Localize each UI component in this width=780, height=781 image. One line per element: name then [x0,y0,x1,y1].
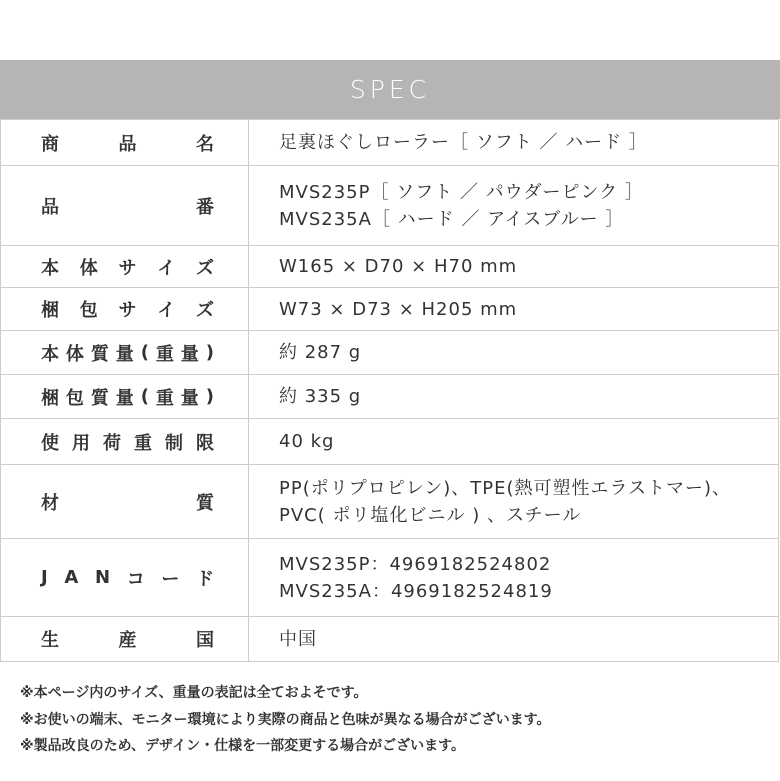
label-char: 産 [118,630,137,651]
table-row [1,419,779,465]
row-value-material [249,465,779,539]
label-char: 制 [165,432,183,454]
row-value-body-weight [249,331,779,375]
label-char: 生 [41,630,59,651]
label-char: N [94,567,111,588]
table-row [1,617,779,662]
label-char: コ [126,568,145,590]
value-line: MVS235P：4969182524802 [279,553,552,575]
label-char: 商 [41,133,59,155]
label-char: 材 [41,492,59,514]
value-line: W73 × D73 × H205 mm [279,298,518,320]
label-char: サ [118,300,137,321]
row-label-product-name [1,120,249,166]
note-line: ※製品改良のため、デザイン・仕様を一部変更する場合がございます。 [20,738,465,754]
note-line: ※本ページ内のサイズ、重量の表記は全ておよそです。 [20,685,368,701]
label-char: ー [161,568,180,590]
label-char: 名 [196,133,214,155]
label-char: A [64,567,79,588]
label-char: 包 [79,300,98,321]
label-char: ( [140,342,149,363]
note-line: ※お使いの端末、モニター環境により実際の商品と色味が異なる場合がございます。 [20,711,551,728]
spec-table [0,119,779,662]
row-label-package-size [1,288,249,331]
row-label-model-number [1,166,249,246]
table-row [1,288,779,331]
label-char: ) [205,386,214,407]
label-char: 体 [65,343,84,365]
label-char: サ [118,257,137,279]
row-label-material [1,465,249,539]
label-char: 品 [118,133,137,155]
label-char: J [41,567,48,588]
row-label-jan-code [1,539,249,617]
table-row [1,246,779,288]
row-label-package-weight [1,375,249,419]
value-line: 中国 [279,628,317,650]
table-row [1,331,779,375]
value-line: PVC( ポリ塩化ビニル ) 、スチール [279,504,582,526]
value-line: 約 287 g [279,342,362,363]
label-char: 梱 [41,300,59,321]
label-char: ( [140,386,149,407]
spec-title: SPEC [349,75,431,104]
label-char: 品 [41,196,59,218]
table-row [1,120,779,166]
value-line: 足裏ほぐしローラー［ ソフト ／ ハード ］ [279,132,648,153]
row-label-body-weight [1,331,249,375]
notes [20,680,551,760]
row-value-jan-code [249,539,779,617]
label-char: 重 [134,432,152,454]
label-char: 量 [115,387,134,409]
row-label-country-of-origin [1,617,249,662]
label-char: 重 [155,343,174,365]
table-row [1,166,779,246]
value-line: 約 335 g [279,386,362,407]
label-char: 量 [115,343,134,365]
row-value-country-of-origin [249,617,779,662]
label-char: イ [157,257,176,279]
label-char: ) [205,342,214,363]
value-line: PP(ポリプロピレン)、TPE(熱可塑性エラストマー)、 [279,477,732,499]
label-char: 梱 [41,387,59,409]
label-char: 限 [196,432,214,454]
label-char: 本 [41,343,59,365]
value-line: 40 kg [279,431,335,452]
label-char: 国 [196,630,214,651]
label-char: 使 [41,432,59,454]
table-row [1,465,779,539]
label-char: 荷 [103,432,121,454]
value-line: MVS235A：4969182524819 [279,580,553,602]
label-char: 体 [79,257,98,279]
row-value-load-limit [249,419,779,465]
row-label-load-limit [1,419,249,465]
value-line: W165 × D70 × H70 mm [279,256,518,277]
label-char: ズ [196,257,214,279]
label-char: 量 [180,343,199,365]
value-line: MVS235A［ ハード ／ アイスブルー ］ [279,208,625,230]
label-char: 用 [72,432,90,454]
row-label-body-size [1,246,249,288]
label-char: 量 [180,387,199,409]
row-value-model-number [249,166,779,246]
row-value-package-size [249,288,779,331]
table-row [1,375,779,419]
label-char: イ [157,300,176,321]
label-char: 本 [41,257,59,279]
label-char: 質 [90,343,109,365]
label-char: 質 [196,492,214,514]
table-row [1,539,779,617]
label-char: 質 [90,387,109,409]
spec-header [0,60,780,119]
label-char: 番 [196,196,214,218]
value-line: MVS235P［ ソフト ／ パウダーピンク ］ [279,181,644,203]
label-char: ズ [196,300,214,321]
label-char: 重 [155,387,174,409]
label-char: 包 [65,387,84,409]
row-value-product-name [249,120,779,166]
row-value-body-size [249,246,779,288]
row-value-package-weight [249,375,779,419]
label-char: ド [196,568,214,590]
